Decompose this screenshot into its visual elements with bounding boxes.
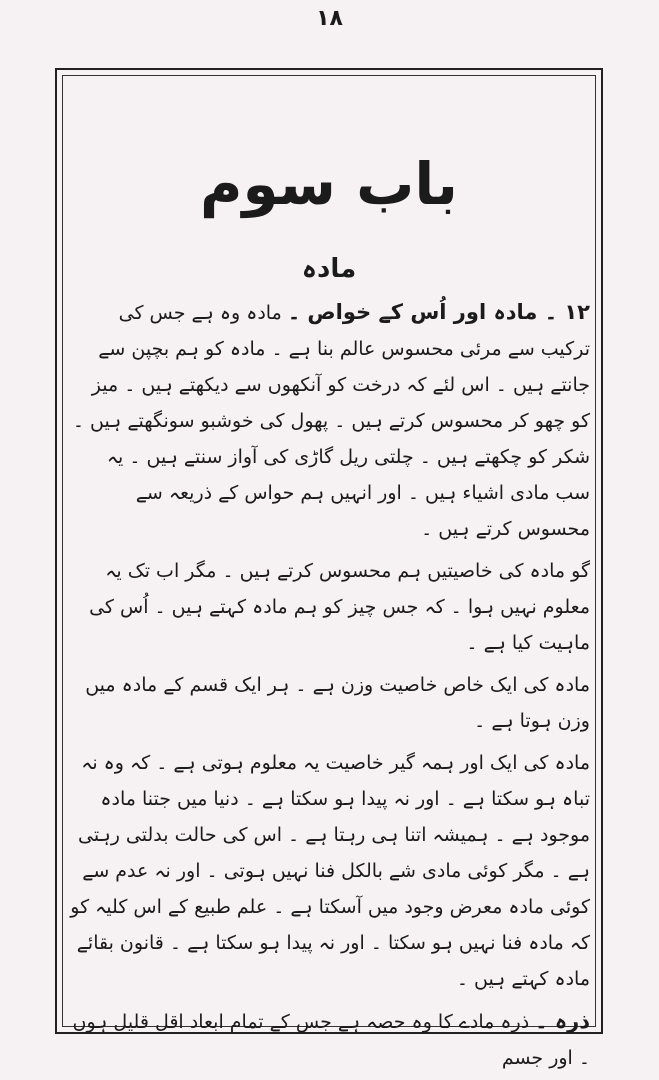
paragraph-text: مادہ وہ ہے جس کی ترکیب سے مرئی محسوس عالم بنا ہے ۔ مادہ کو ہم بچپن سے جانتے ہیں ۔ اس لئے کہ درخت کو آنکھوں سے دیکھتے ہیں ۔ میز کو چھو کر محسوس کرتے ہیں ۔ پھول کی خوشبو سونگھتے ہیں ۔ شکر کو چکھتے ہیں ۔ چلتی ریل گاڑی کی آواز سنتے ہیں ۔ یہ سب مادی اشیاء ہیں ۔ اور انہیں ہم حواس کے ذریعہ سے محسوس کرتے ہیں ۔	[72, 301, 590, 540]
section-title: مادہ	[301, 253, 357, 284]
paragraph	[62, 1003, 596, 1076]
paragraph	[62, 294, 596, 547]
paragraph	[62, 553, 596, 661]
paragraph-text: ذرہ مادے کا وہ حصہ ہے جس کے تمام ابعاد اقل قلیل ہوں ۔ اور جسم	[72, 1010, 590, 1069]
paragraph	[62, 667, 596, 739]
paragraph-heading: ۱۲ ۔ مادہ اور اُس کے خواص ۔	[287, 299, 590, 324]
paragraph-text: مادہ کی ایک اور ہمہ گیر خاصیت یہ معلوم ہوتی ہے ۔ کہ وہ نہ تباہ ہو سکتا ہے ۔ اور نہ پیدا ہو سکتا ہے ۔ دنیا میں جتنا مادہ موجود ہے ۔ ہمیشہ اتنا ہی رہتا ہے ۔ اس کی حالت بدلتی رہتی ہے ۔ مگر کوئی مادی شے بالکل فنا نہیں ہوتی ۔ اور نہ عدم سے کوئی مادہ معرض وجود میں آسکتا ہے ۔ علم طبیع کے اس کلیہ کو کہ مادہ فنا نہیں ہو سکتا ۔ اور نہ پیدا ہو سکتا ہے ۔ قانون بقائے مادہ کہتے ہیں ۔	[70, 751, 590, 990]
paragraph-heading: ذرہ ۔	[535, 1008, 590, 1033]
paragraph-text: گو مادہ کی خاصیتیں ہم محسوس کرتے ہیں ۔ مگر اب تک یہ معلوم نہیں ہوا ۔ کہ جس چیز کو ہم مادہ کہتے ہیں ۔ اُس کی ماہیت کیا ہے ۔	[89, 559, 590, 654]
chapter-title: باب سوم	[200, 150, 458, 218]
paragraph	[62, 745, 596, 997]
page-number: ۱۸	[316, 6, 343, 31]
page-content	[62, 150, 596, 1069]
paragraph-text: مادہ کی ایک خاص خاصیت وزن ہے ۔ ہر ایک قسم کے مادہ میں وزن ہوتا ہے ۔	[85, 673, 590, 732]
